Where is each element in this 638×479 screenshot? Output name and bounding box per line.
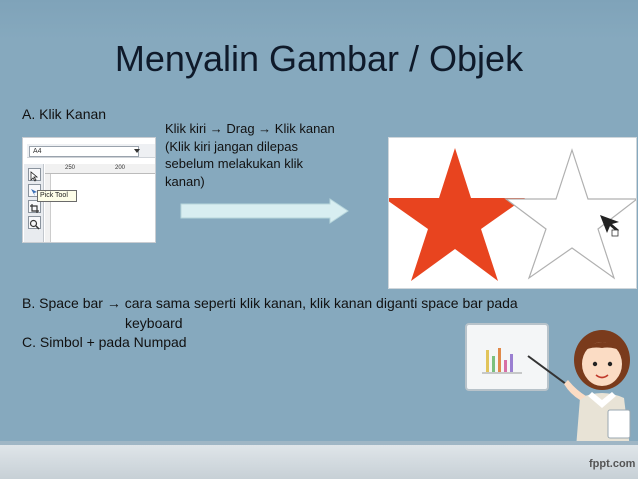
ruler-tick-label: 200 (115, 165, 126, 171)
star-illustration (389, 138, 637, 289)
teacher-clipboard (608, 410, 630, 438)
item-c-label: C. Simbol + pada Numpad (22, 334, 187, 350)
star-copy-screenshot (388, 137, 637, 289)
outline-star-copy (506, 150, 637, 278)
item-b-line1: B. Space bar → cara sama seperti klik kanan, klik kanan diganti space bar pada (22, 295, 518, 311)
ruler-tick-label: 250 (65, 165, 76, 171)
slide-title: Menyalin Gambar / Objek (114, 38, 524, 79)
red-star (389, 148, 525, 281)
item-a-label: A. Klik Kanan (22, 106, 107, 122)
toolbox (24, 164, 44, 243)
page-size-combo: A4 (29, 146, 139, 157)
arrow-right-icon (180, 198, 350, 224)
presentation-board (466, 324, 548, 390)
coreldraw-screenshot (22, 137, 156, 243)
header-shade (0, 0, 638, 40)
item-b-line2: keyboard (125, 315, 183, 331)
zoom-tool-icon (28, 216, 41, 229)
combo-dropdown-icon (133, 148, 141, 154)
instruction-note: Klik kiri → Drag → Klik kanan (Klik kiri jangan dilepas sebelum melakukan klik kanan) (165, 121, 335, 189)
footer-band (0, 445, 638, 479)
pick-tool-tooltip: Pick Tool (37, 190, 77, 202)
horizontal-ruler (45, 164, 156, 174)
pick-tool-icon (28, 168, 41, 181)
teacher-illustration (462, 318, 638, 448)
footer-brand: fppt.com (589, 458, 636, 470)
vertical-ruler (45, 174, 51, 243)
